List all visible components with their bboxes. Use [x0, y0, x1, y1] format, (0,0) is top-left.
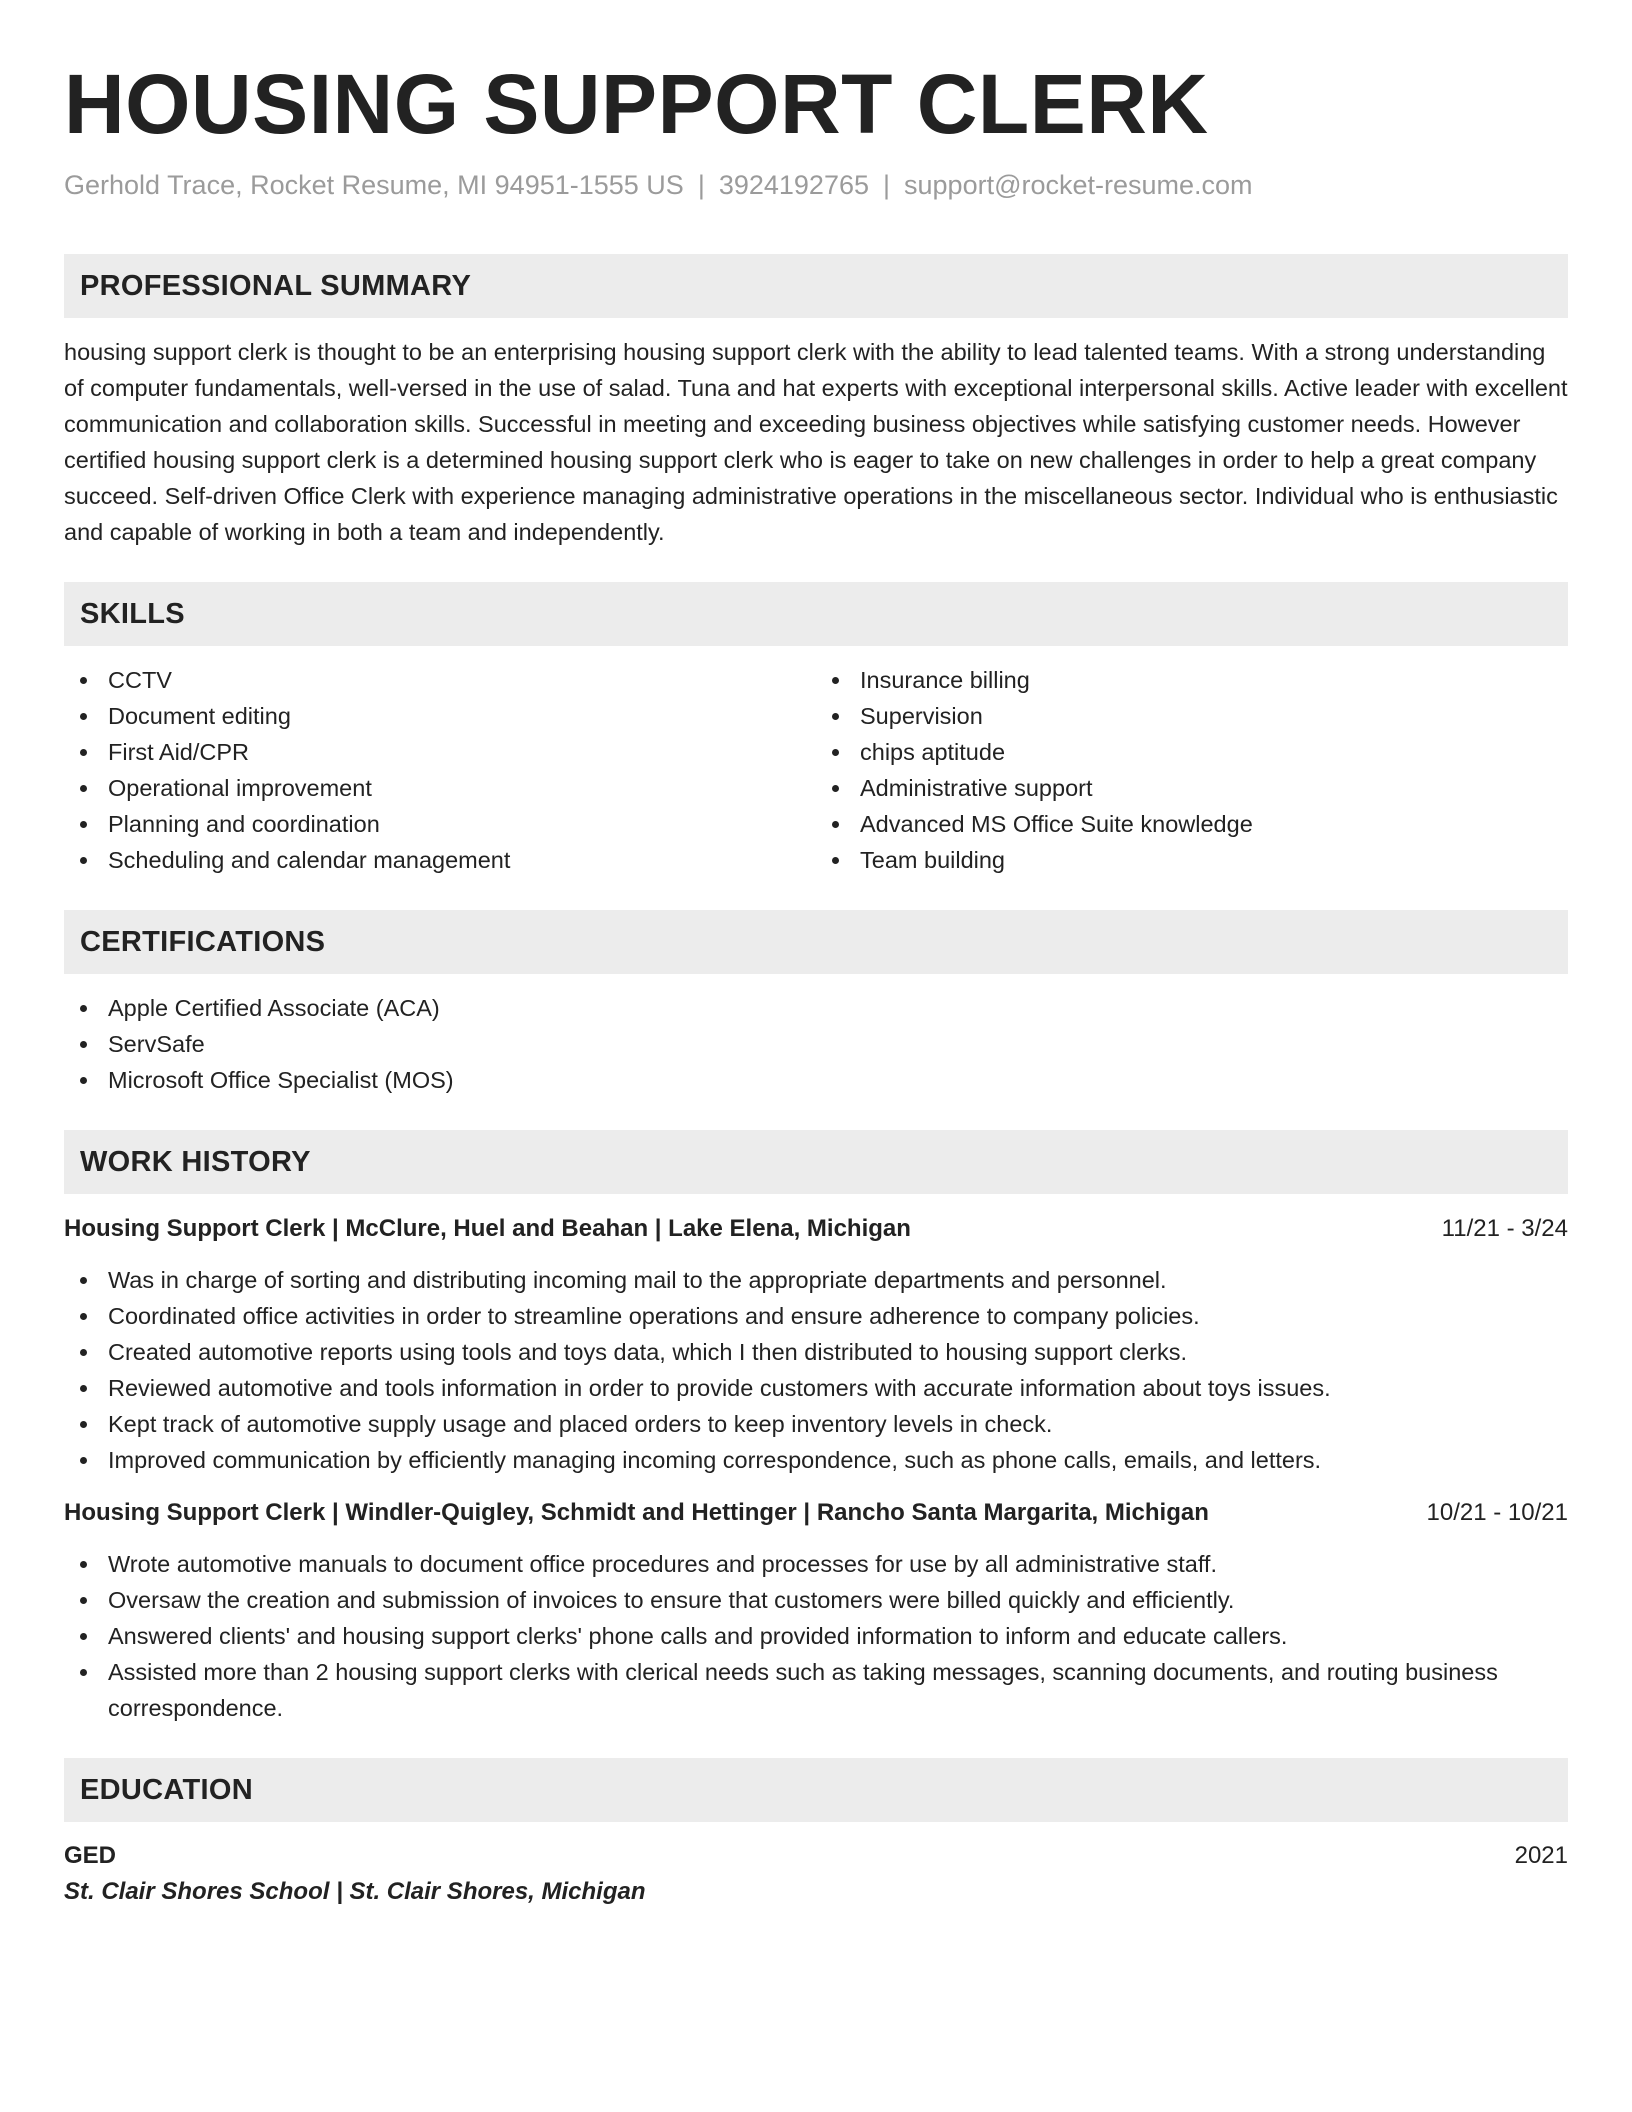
education-year: 2021 [1514, 1842, 1568, 1869]
job-entry [64, 1212, 1568, 1478]
contact-line [64, 168, 1568, 202]
job-bullet: Kept track of automotive supply usage and placed orders to keep inventory levels in check. [64, 1406, 1568, 1442]
skill-item: chips aptitude [816, 734, 1568, 770]
contact-email: support@rocket-resume.com [904, 170, 1253, 200]
job-dates: 10/21 - 10/21 [1426, 1499, 1568, 1526]
job-bullet: Assisted more than 2 housing support clerks with clerical needs such as taking messages, scanning documents, and routing business correspondence. [64, 1654, 1568, 1726]
job-bullet-list [64, 1546, 1568, 1726]
certifications-heading: CERTIFICATIONS [64, 910, 1568, 974]
education-header [64, 1838, 1568, 1874]
skill-item: Document editing [64, 698, 816, 734]
skill-item: First Aid/CPR [64, 734, 816, 770]
summary-text: housing support clerk is thought to be an enterprising housing support clerk with the ability to lead talented teams. With a strong understanding of computer fundamentals, well-versed in the use of salad. Tuna and hat experts with exceptional interpersonal skills. Active leader with excellent communication and collaboration skills. Successful in meeting and exceeding business objectives while satisfying customer needs. However certified housing support clerk is a determined housing support clerk who is eager to take on new challenges in order to help a great company succeed. Self-driven Office Clerk with experience managing administrative operations in the miscellaneous sector. Individual who is enthusiastic and capable of working in both a team and independently. [64, 339, 1568, 545]
skill-item: Advanced MS Office Suite knowledge [816, 806, 1568, 842]
job-bullet: Answered clients' and housing support clerks' phone calls and provided information to inform and educate callers. [64, 1618, 1568, 1654]
certification-item: ServSafe [64, 1026, 1568, 1062]
job-bullet: Oversaw the creation and submission of invoices to ensure that customers were billed quickly and efficiently. [64, 1582, 1568, 1618]
job-bullet-list [64, 1262, 1568, 1478]
education-school: St. Clair Shores School | St. Clair Shores, Michigan [64, 1878, 646, 1905]
skill-item: Scheduling and calendar management [64, 842, 816, 878]
certifications-list [64, 990, 1568, 1098]
skill-item: Administrative support [816, 770, 1568, 806]
contact-separator: | [697, 170, 705, 200]
job-bullet: Created automotive reports using tools and toys data, which I then distributed to housing support clerks. [64, 1334, 1568, 1370]
skill-item: Insurance billing [816, 662, 1568, 698]
skill-item: Operational improvement [64, 770, 816, 806]
education-degree: GED [64, 1842, 117, 1869]
contact-separator: | [883, 170, 891, 200]
skills-heading: SKILLS [64, 582, 1568, 646]
certification-item: Apple Certified Associate (ACA) [64, 990, 1568, 1026]
job-header [64, 1212, 1568, 1246]
job-bullet: Wrote automotive manuals to document office procedures and processes for use by all administrative staff. [64, 1546, 1568, 1582]
job-bullet: Improved communication by efficiently managing incoming correspondence, such as phone calls, emails, and letters. [64, 1442, 1568, 1478]
contact-phone: 3924192765 [718, 170, 869, 200]
job-header [64, 1496, 1568, 1530]
skills-list-left [64, 662, 816, 878]
skills-list-right [816, 662, 1568, 878]
education-heading: EDUCATION [64, 1758, 1568, 1822]
job-entry [64, 1496, 1568, 1726]
skill-item: Supervision [816, 698, 1568, 734]
job-title: Housing Support Clerk | Windler-Quigley, Schmidt and Hettinger | Rancho Santa Margarita, Michigan [64, 1499, 1209, 1526]
job-title: Housing Support Clerk | McClure, Huel and Beahan | Lake Elena, Michigan [64, 1215, 911, 1242]
summary-heading: PROFESSIONAL SUMMARY [64, 254, 1568, 318]
skill-item: Planning and coordination [64, 806, 816, 842]
skill-item: Team building [816, 842, 1568, 878]
contact-address: Gerhold Trace, Rocket Resume, MI 94951-1555 US [64, 170, 684, 200]
job-bullet: Coordinated office activities in order to streamline operations and ensure adherence to company policies. [64, 1298, 1568, 1334]
job-dates: 11/21 - 3/24 [1441, 1215, 1568, 1242]
job-bullet: Was in charge of sorting and distributing incoming mail to the appropriate departments and personnel. [64, 1262, 1568, 1298]
candidate-name: HOUSING SUPPORT CLERK [64, 57, 1209, 151]
skill-item: CCTV [64, 662, 816, 698]
job-bullet: Reviewed automotive and tools information in order to provide customers with accurate information about toys issues. [64, 1370, 1568, 1406]
skills-grid [64, 662, 1568, 878]
certification-item: Microsoft Office Specialist (MOS) [64, 1062, 1568, 1098]
work-history-heading: WORK HISTORY [64, 1130, 1568, 1194]
